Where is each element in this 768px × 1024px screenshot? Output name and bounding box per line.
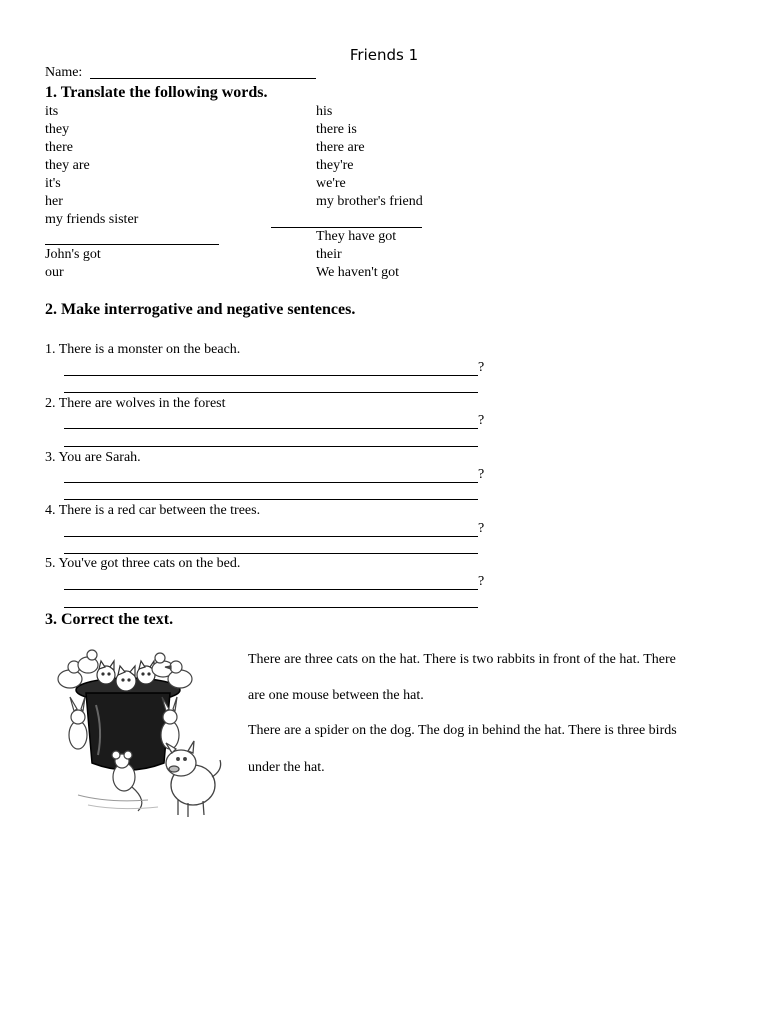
question-mark: ?: [478, 574, 485, 589]
negative-answer-line[interactable]: [64, 446, 478, 447]
left-word-1: they: [45, 122, 70, 137]
right-word-4: we're: [316, 176, 346, 191]
section3-heading: 3. Correct the text.: [45, 611, 174, 628]
negative-answer-line[interactable]: [64, 392, 478, 393]
question-mark: ?: [478, 521, 485, 536]
dog: [166, 741, 221, 817]
sentence-3: 3. You are Sarah.: [45, 450, 141, 465]
left-word-7: John's got: [45, 247, 101, 262]
negative-answer-line[interactable]: [64, 499, 478, 500]
negative-answer-line[interactable]: [64, 607, 478, 608]
interrogative-answer-line[interactable]: [64, 536, 478, 537]
section2-heading: 2. Make interrogative and negative sentences.: [45, 301, 356, 318]
left-word-6: my friends sister: [45, 212, 139, 227]
interrogative-answer-line[interactable]: [64, 428, 478, 429]
question-mark: ?: [478, 467, 485, 482]
section1-heading: 1. Translate the following words.: [45, 84, 268, 101]
hat-animals-drawing: [48, 645, 238, 825]
name-field-line[interactable]: [90, 78, 316, 79]
answer-line[interactable]: [45, 244, 219, 245]
sentence-2: 2. There are wolves in the forest: [45, 396, 226, 411]
question-mark: ?: [478, 360, 485, 375]
right-word-2: there are: [316, 140, 365, 155]
text-line-3: There are a spider on the dog. The dog in behind the hat. There is three birds: [248, 723, 677, 738]
left-word-0: its: [45, 104, 59, 119]
text-line-1: There are three cats on the hat. There is two rabbits in front of the hat. There: [248, 652, 676, 667]
interrogative-answer-line[interactable]: [64, 375, 478, 376]
negative-answer-line[interactable]: [64, 553, 478, 554]
interrogative-answer-line[interactable]: [64, 482, 478, 483]
right-word-1: there is: [316, 122, 357, 137]
right-word-3: they're: [316, 158, 354, 173]
text-line-2: are one mouse between the hat.: [248, 688, 424, 703]
name-label: Name:: [45, 65, 83, 80]
question-mark: ?: [478, 413, 485, 428]
right-word-7: their: [316, 247, 342, 262]
right-word-0: his: [316, 104, 333, 119]
left-word-8: our: [45, 265, 64, 280]
sentence-1: 1. There is a monster on the beach.: [45, 342, 241, 357]
left-word-3: they are: [45, 158, 90, 173]
left-word-2: there: [45, 140, 73, 155]
sentence-5: 5. You've got three cats on the bed.: [45, 556, 241, 571]
page-title: Friends 1: [349, 46, 419, 64]
left-word-4: it's: [45, 176, 61, 191]
text-line-4: under the hat.: [248, 760, 325, 775]
sentence-4: 4. There is a red car between the trees.: [45, 503, 261, 518]
hat-animals-illustration: [48, 645, 238, 825]
right-word-6: They have got: [316, 229, 397, 244]
right-word-8: We haven't got: [316, 265, 400, 280]
left-word-5: her: [45, 194, 63, 209]
interrogative-answer-line[interactable]: [64, 589, 478, 590]
right-word-5: my brother's friend: [316, 194, 423, 209]
